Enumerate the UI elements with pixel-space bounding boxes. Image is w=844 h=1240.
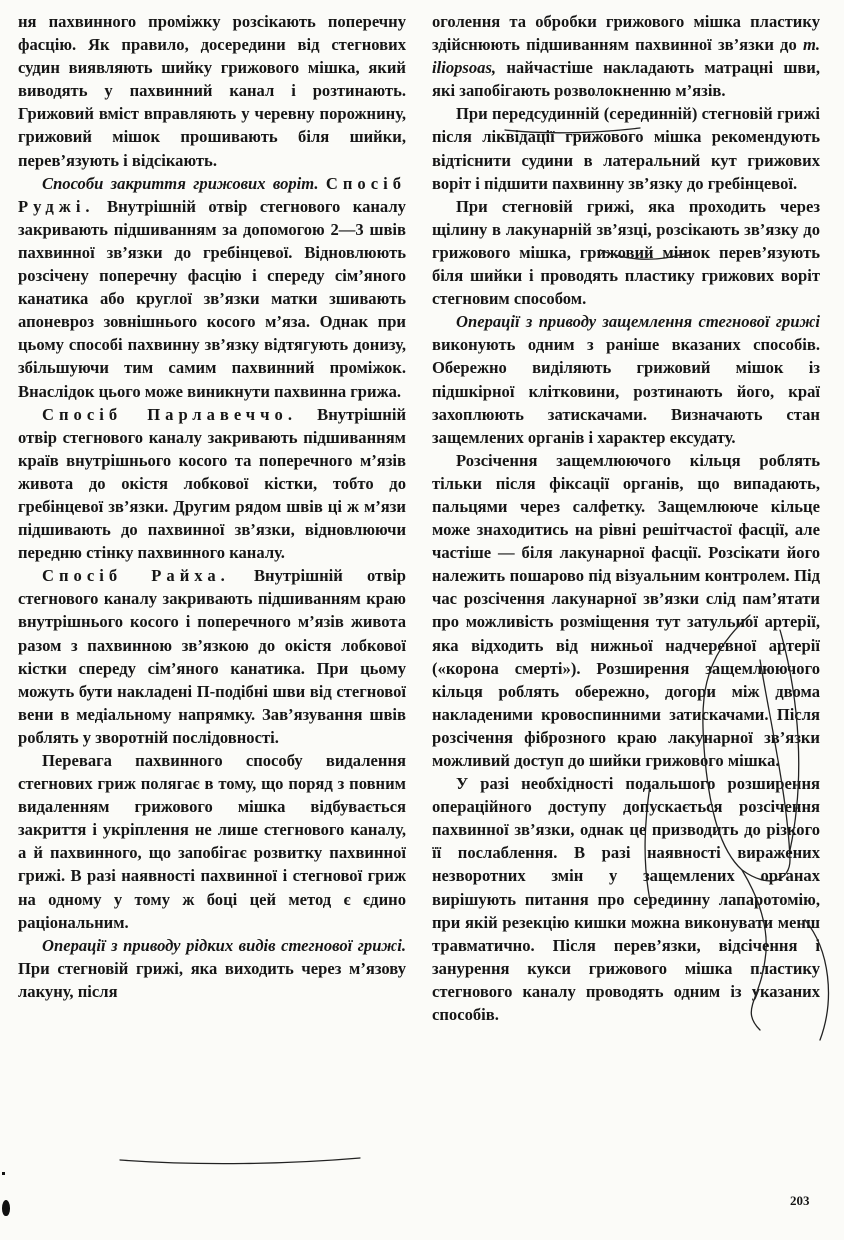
left-text-column <box>18 10 406 1003</box>
scan-mark <box>2 1200 10 1216</box>
paragraph <box>432 310 820 449</box>
paragraph-text: оголення та обробки грижового мішка пластику здійснюють підшиванням пахвинної зв’язки до <box>432 12 820 55</box>
method-name: Спосіб Руджі. <box>18 173 406 216</box>
paragraph: У разі необхідності подальшого розширення операційного доступу допускається розсічення пахвинної зв’язки, однак це призводить до різкого її послаблення. В разі наявності виражених незворотних змін у защемлених органах вирішують питання про серединну лапаротомію, при якій резекцію кишки можна виконувати менш травматично. Після перев’язки, відсічення і занурення кукси грижового мішка пластику стегнового каналу проводять одним із указаних способів. <box>432 774 820 1025</box>
paragraph <box>18 564 406 749</box>
paragraph <box>18 403 406 565</box>
paragraph-text: При стегновій грижі, яка виходить через м’язову лакуну, після <box>18 958 406 1001</box>
method-name: Спосіб Парлавеччо. <box>42 404 297 424</box>
paragraph-text: Внутрішній отвір стегнового каналу закривають підшиванням за допомогою 2—3 швів пахвинної зв’язки до гребінцевої. Відновлюють розсічену поперечну фасцію і спереду сім’яного канатика або круглої зв’язки матки зшивають апоневроз зовнішнього косого м’яза. Однак при цьому способі пахвинну зв’язку відтягують донизу, збільшуючи тим самим пахвинний проміжок. Внаслідок цього може виникнути пахвинна грижа. <box>18 196 406 401</box>
section-heading: Операції з приводу рідких видів стегнової грижі. <box>42 935 406 955</box>
paragraph-text: Внутрішній отвір стегнового каналу закривають підшиванням країв внутрішнього косого та поперечного м’язів живота до окістя лобкової кістки, тобто до гребінцевої зв’язки. Другим рядом швів ці ж м’язи підшивають до пахвинної зв’язки, відновлюючи передню стінку пахвинного каналу. <box>18 404 406 563</box>
paragraph: Розсічення защемлюючого кільця роблять тільки після фіксації органів, що випадають, пальцями через салфетку. Защемлююче кільце може знаходитись на рівні решітчастої фасції, але частіше — біля лакунарної фасції. Розсікати його належить пошарово під візуальним контролем. Під час розсічення лакунарної зв’язки слід пам’ятати про можливість розміщення тут затульної артерії, яка відходить від нижньої надчеревної артерії («корона смерті»). Розширення защемлюючого кільця роблять обережно, догори між двома накладеними кровоспинними затискачами. Після розсічення фіброзного краю лакунарної зв’язки можливий доступ до шийки грижового мішка. <box>432 450 820 770</box>
paragraph-text: виконують одним з раніше вказаних способів. Обережно виділяють грижовий мішок із підшкірної клітковини, розтинають його, краї захоплюють затискачами. Визначають стан защемлених органів і характер ексудату. <box>432 335 820 447</box>
paragraph <box>18 172 406 403</box>
method-name: Спосіб Райха. <box>42 566 230 586</box>
page-number: 203 <box>790 1193 810 1208</box>
paragraph-text: Внутрішній отвір стегнового каналу закривають підшиванням краю внутрішнього косого і поперечного м’язів живота разом з пахвинною зв’язкою до окістя лобкової кістки спереду сім’яного канатика. При цьому можуть бути накладені П-подібні шви від стегнової вени в медіальному напрямку. Зав’язування швів роблять у зворотній послідовності. <box>18 566 406 747</box>
right-text-column <box>432 10 820 1026</box>
scan-mark <box>2 1172 5 1175</box>
paragraph-text: найчастіше накладають матрацні шви, які запобігають розволокненню м’язів. <box>432 58 820 101</box>
section-heading: Способи закриття грижових воріт. <box>42 173 319 193</box>
paragraph: ня пахвинного проміжку розсікають поперечну фасцію. Як правило, досередини від стегнових судин виявляють шийку грижового мішка, який виводять у пахвинний канал і розтинають. Грижовий вміст вправляють у черевну порожнину, грижовий мішок прошивають біля шийки, перев’язують і відсікають. <box>18 12 406 170</box>
latin-term: m. iliopsoas, <box>432 35 820 78</box>
paragraph: При стегновій грижі, яка проходить через щілину в лакунарній зв’язці, розсікають зв’язку до грижового мішка, грижовий мішок перев’язують біля шийки і проводять пластику грижових воріт стегновим способом. <box>432 196 820 309</box>
paragraph <box>432 10 820 102</box>
paragraph: Перевага пахвинного способу видалення стегнових гриж полягає в тому, що поряд з повним видаленням грижового мішка відбувається закриття і укріплення не лише стегнового каналу, а й пахвинного, що запобігає розвитку пахвинної грижі. В разі наявності пахвинної і стегнової гриж на одному у тому ж боці цей метод є єдино раціональним. <box>18 751 406 932</box>
section-heading: Операції з приводу защемлення стегнової грижі <box>456 312 820 332</box>
paragraph: При передсудинній (серединній) стегновій грижі після ліквідації грижового мішка рекомендують відтіснити судини в латеральний кут грижових воріт і підшити пахвинну зв’язку до гребінцевої. <box>432 104 820 193</box>
paragraph <box>18 934 406 1003</box>
